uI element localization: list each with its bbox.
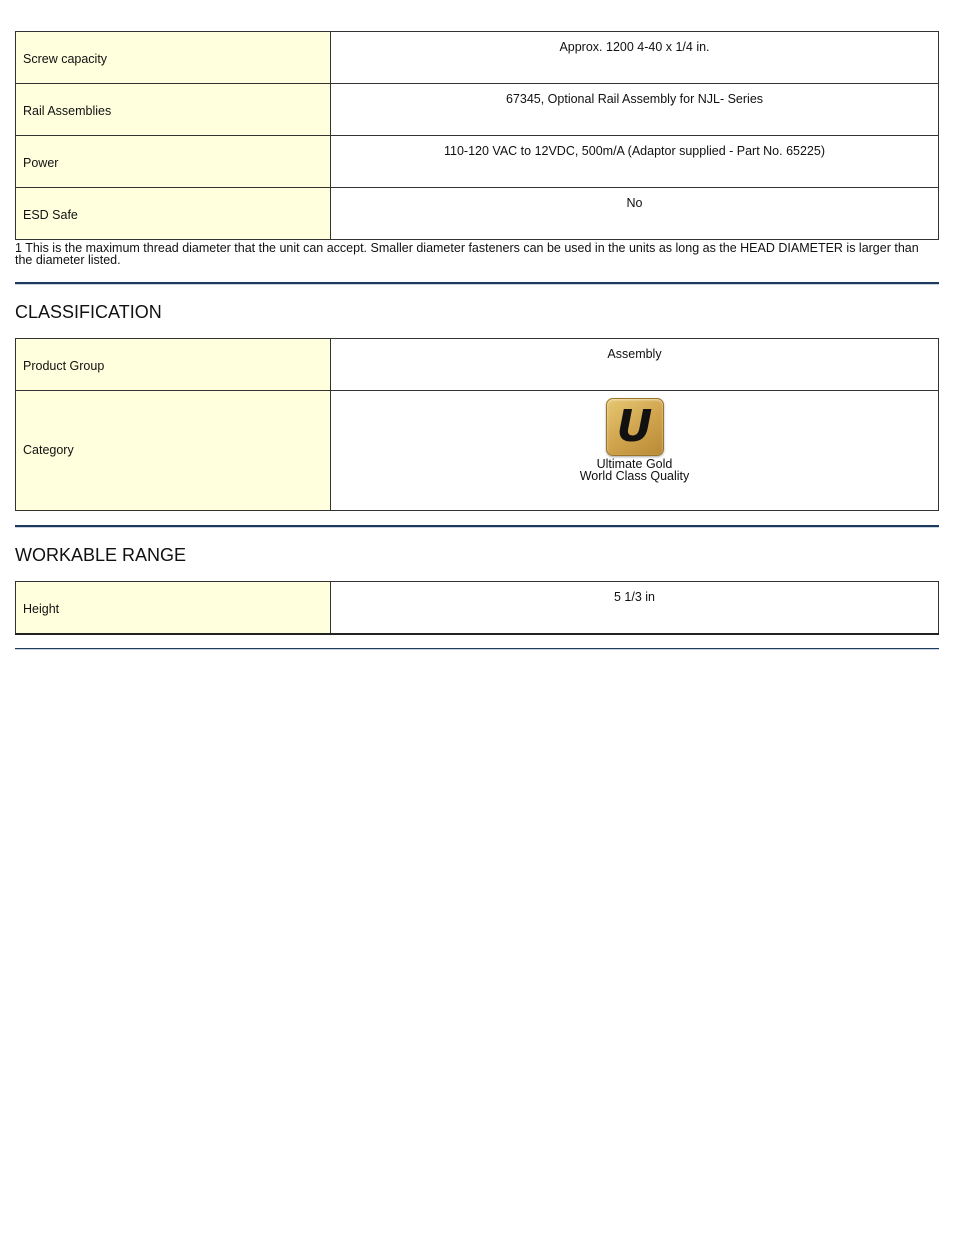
height-value: 5 1/3 in (331, 582, 939, 635)
workable-range-table (15, 581, 939, 635)
category-caption (580, 458, 690, 482)
ultimate-gold-badge-icon: U (606, 398, 664, 456)
section-divider (15, 648, 939, 650)
spec-label: ESD Safe (16, 188, 331, 240)
spec-value: No (331, 188, 939, 240)
specifications-table (15, 31, 939, 240)
spec-sheet-page (15, 31, 939, 650)
workable-range-heading: WORKABLE RANGE (15, 545, 187, 565)
section-divider (15, 525, 939, 528)
spec-row-esd-safe (16, 188, 939, 240)
spec-value: 110-120 VAC to 12VDC, 500m/A (Adaptor supplied - Part No. 65225) (331, 136, 939, 188)
spec-row-rail-assemblies (16, 84, 939, 136)
workable-range-row-height (16, 582, 939, 635)
product-group-value: Assembly (331, 339, 939, 391)
classification-heading: CLASSIFICATION (15, 302, 162, 322)
classification-row-product-group (16, 339, 939, 391)
classification-table (15, 338, 939, 511)
category-value (331, 391, 939, 511)
category-label: Category (16, 391, 331, 511)
spec-label: Rail Assemblies (16, 84, 331, 136)
spec-value: Approx. 1200 4-40 x 1/4 in. (331, 32, 939, 84)
section-divider (15, 282, 939, 285)
spec-value: 67345, Optional Rail Assembly for NJL- Series (331, 84, 939, 136)
spec-label: Screw capacity (16, 32, 331, 84)
spec-footnote: 1 This is the maximum thread diameter that the unit can accept. Smaller diameter fasteners can be used in the units as long as the HEAD DIAMETER is larger than the diameter listed. (15, 241, 919, 267)
spec-row-power (16, 136, 939, 188)
height-label: Height (16, 582, 331, 635)
category-subtitle: World Class Quality (579, 469, 690, 483)
category-name: Ultimate Gold (596, 457, 673, 471)
product-group-label: Product Group (16, 339, 331, 391)
category-badge-group (331, 398, 938, 482)
classification-row-category (16, 391, 939, 511)
spec-row-screw-capacity (16, 32, 939, 84)
spec-label: Power (16, 136, 331, 188)
